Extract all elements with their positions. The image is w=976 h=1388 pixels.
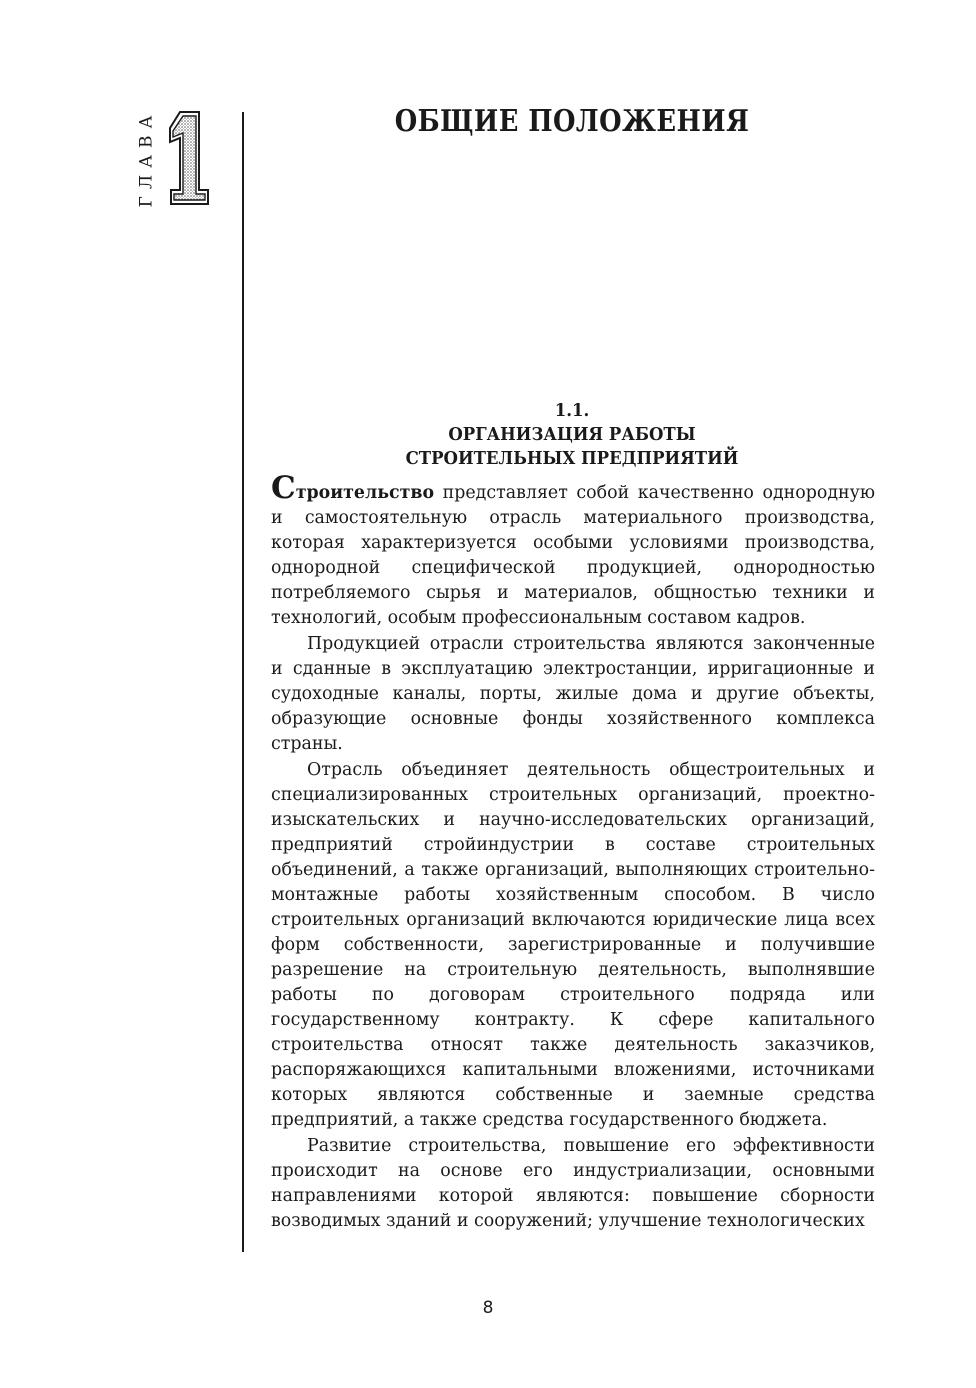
chapter-label-text: ГЛАВА: [136, 108, 156, 208]
paragraph-1: [271, 470, 875, 631]
section-title-line-2: СТРОИТЕЛЬНЫХ ПРЕДПРИЯТИЙ: [405, 448, 739, 469]
page-number: 8: [482, 1298, 494, 1318]
paragraph-4: Развитие строительства, повышение его эффективности происходит на основе его индустриализации, основными направлениями которой являются: повышение сборности возводимых зданий и сооружений; улучшение технологических: [271, 1136, 875, 1231]
lead-word-rest: троительство: [295, 483, 435, 503]
section-heading: [272, 399, 872, 471]
section-number: 1.1.: [554, 400, 590, 421]
paragraph-3: Отрасль объединяет деятельность общестроительных и специализированных строительных организаций, проектно-изыскательских и научно-исследовательских организаций, предприятий стройиндустрии в составе строительных объединений, а также организаций, выполняющих строительно-монтажные работы хозяйственным способом. В число строительных организаций включаются юридические лица всех форм собственности, зарегистрированные и получившие разрешение на строительную деятельность, выполнявшие работы по договорам строительного подряда или государственному контракту. К сфере капитального строительства относят также деятельность заказчиков, распоряжающихся капитальными вложениями, источниками которых являются собственные и заемные средства предприятий, а также средства государственного бюджета.: [271, 760, 875, 1130]
body-text: [271, 470, 875, 1235]
lead-word: [271, 470, 435, 506]
chapter-number-graphic: [166, 108, 214, 208]
lead-initial: С: [271, 470, 296, 506]
chapter-title: ОБЩИЕ ПОЛОЖЕНИЯ: [394, 104, 750, 139]
paragraph-1-rest: представляет собой качественно однородную и самостоятельную отрасль материального производства, которая характеризуется особыми условиями производства, однородной специфической продукцией, однородностью потребляемого сырья и материалов, общностью техники и технологий, особым профессиональным составом кадров.: [271, 483, 875, 628]
paragraph-2: Продукцией отрасли строительства являются законченные и сданные в эксплуатацию электростанции, ирригационные и судоходные каналы, порты, жилые дома и другие объекты, образующие основные фонды хозяйственного комплекса страны.: [271, 634, 875, 754]
section-title-line-1: ОРГАНИЗАЦИЯ РАБОТЫ: [448, 424, 696, 445]
chapter-divider-rule: [242, 112, 244, 1252]
